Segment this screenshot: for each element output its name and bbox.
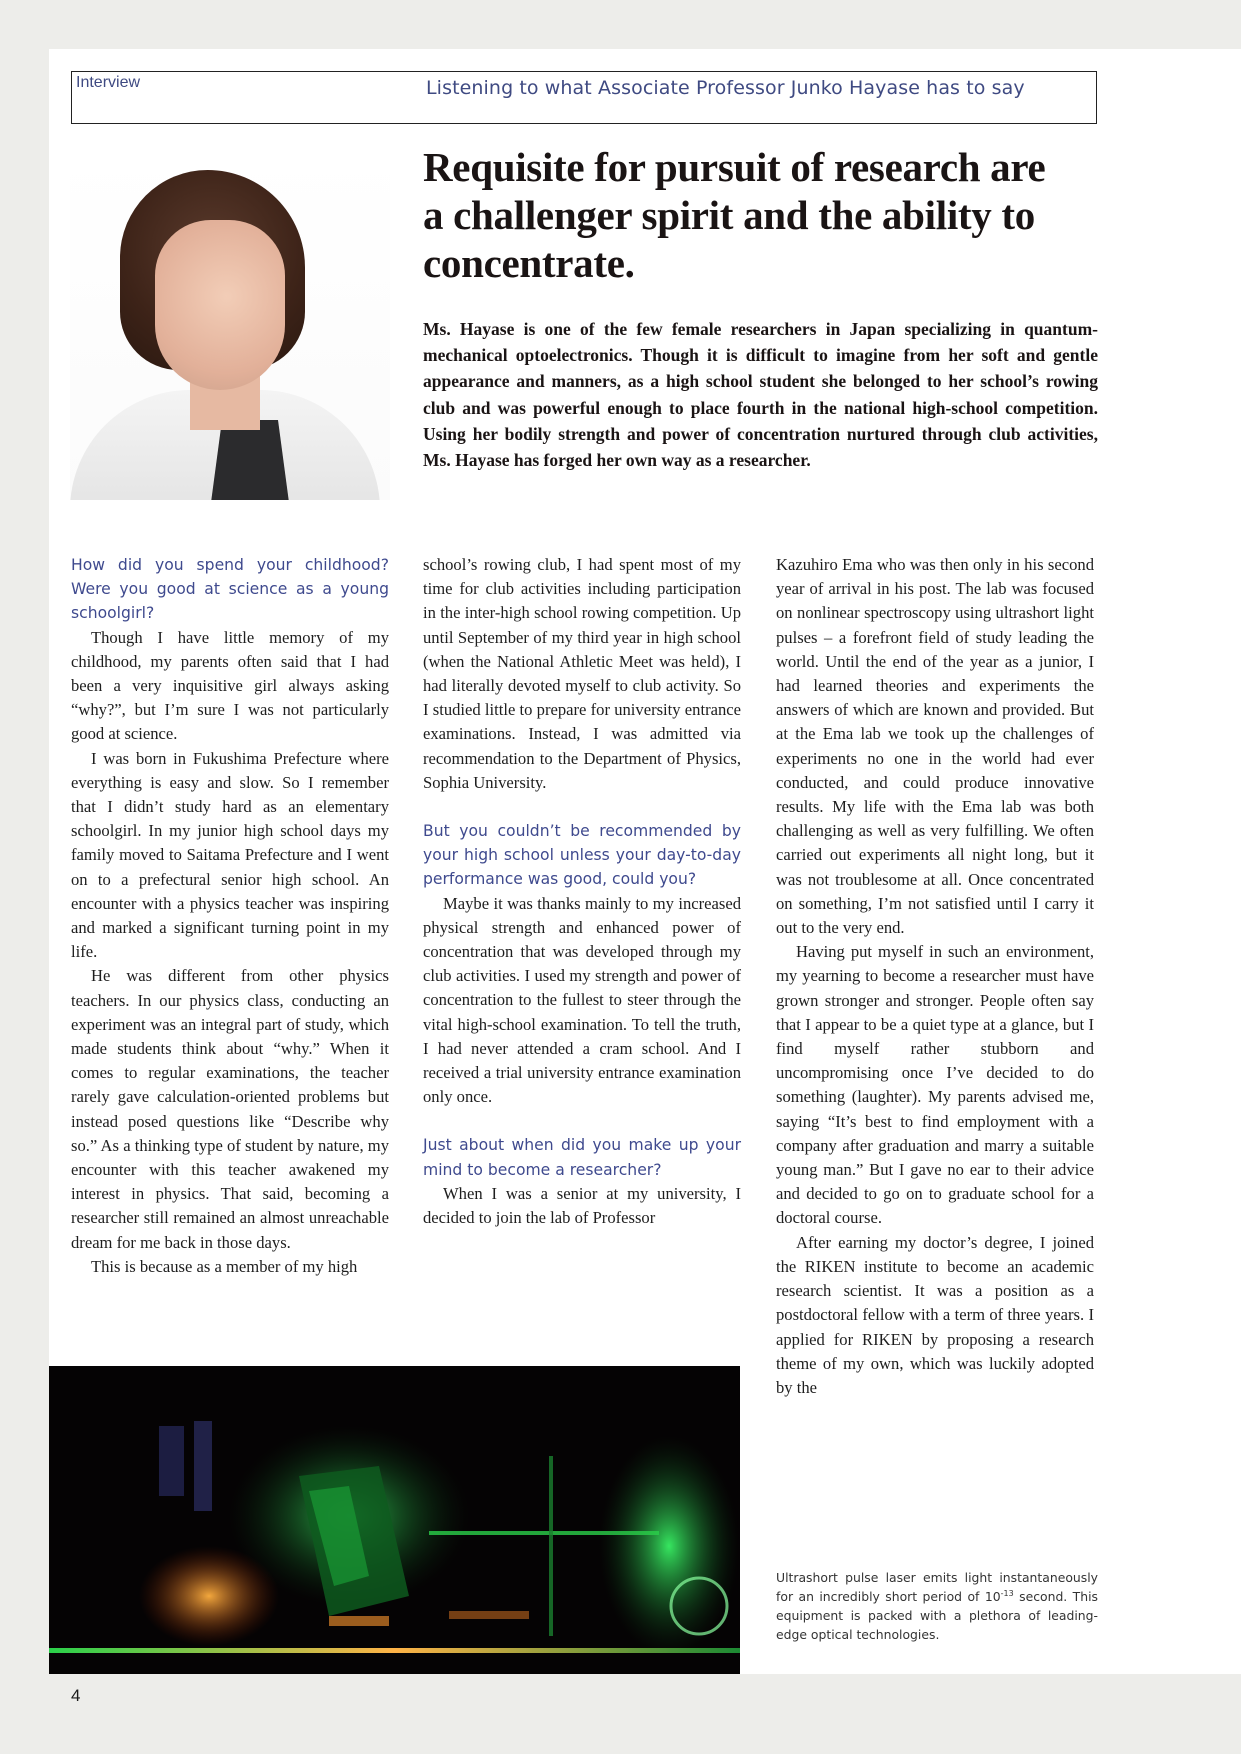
lede-paragraph: Ms. Hayase is one of the few female researchers in Japan specializing in quantum-mechanical optoelectronics. Though it is difficult to imagine from her soft and gentle appearance and manners, as a high school student she belonged to her school’s rowing club and was powerful enough to place fourth in the national high-school competition. Using her bodily strength and power of concentration nurtured through club activities, Ms. Hayase has forged her own way as a researcher. <box>423 319 1098 471</box>
answer-paragraph: This is because as a member of my high <box>91 1256 358 1276</box>
caption-text-end: second. This equipment is packed with a plethora of leading-edge optical technologies. <box>776 1589 1099 1642</box>
portrait-face <box>155 220 285 390</box>
answer-paragraph: Maybe it was thanks mainly to my increased physical strength and enhanced power of concentration that was developed through my club activities. I used my strength and power of concentration to the fullest to steer through the vital high-school examination. To tell the truth, I had never attended a cram school. And I received a trial university entrance examination only once. <box>423 893 741 1107</box>
photo-caption <box>776 1568 1098 1644</box>
caption-text-start: Ultrashort pulse laser emits light instantaneously for an incredibly short period of 10 <box>776 1570 1098 1604</box>
interview-question: Just about when did you make up your mind to become a researcher? <box>423 1136 741 1179</box>
answer-paragraph: He was different from other physics teachers. In our physics class, conducting an experiment was an integral part of study, which made students think about “why.” When it comes to regular examinations, the teacher rarely gave calculation-oriented problems but instead posed questions like “Describe why so.” As a thinking type of student by nature, my encounter with this teacher awakened my interest in physics. That said, becoming a researcher still remained an almost unreachable dream for me back in those days. <box>71 966 389 1252</box>
caption-exponent: -13 <box>1000 1588 1014 1598</box>
answer-paragraph: I was born in Fukushima Prefecture where everything is easy and slow. So I remember that I didn’t study hard as an elementary schoolgirl. In my junior high school days my family moved to Saitama Prefecture and I went on to a prefectural senior high school. An encounter with a physics teacher was inspiring and marked a significant turning point in my life. <box>71 748 389 962</box>
laser-photo-illustration <box>49 1366 740 1674</box>
header-title: Listening to what Associate Professor Junko Hayase has to say <box>426 77 1025 99</box>
answer-paragraph: school’s rowing club, I had spent most of my time for club activities including participation in the inter-high school rowing competition. Up until September of my third year in high school (when the National Athletic Meet was held), I had literally devoted myself to club activity. So I studied little to prepare for university entrance examinations. Instead, I was admitted via recommendation to the Department of Physics, Sophia University. <box>423 555 741 792</box>
header-box <box>71 71 1097 124</box>
answer-paragraph: After earning my doctor’s degree, I joined the RIKEN institute to become an academic research scientist. It was a position as a postdoctoral fellow with a term of three years. I applied for RIKEN by proposing a research theme of my own, which was luckily adopted by the <box>776 1232 1094 1397</box>
answer-paragraph: When I was a senior at my university, I decided to join the lab of Professor <box>423 1183 741 1228</box>
spacer <box>423 1109 741 1133</box>
page-number: 4 <box>71 1686 81 1705</box>
portrait-photo <box>70 150 390 500</box>
portrait-shirt <box>210 420 290 500</box>
headline: Requisite for pursuit of research are a challenger spirit and the ability to concentrate. <box>423 144 1046 286</box>
column-2 <box>423 553 741 1230</box>
interview-question: But you couldn’t be recommended by your high school unless your day-to-day performance was good, could you? <box>423 822 741 889</box>
laser-equipment-photo <box>49 1366 740 1674</box>
column-3 <box>776 553 1094 1400</box>
spacer <box>423 795 741 819</box>
interview-question: How did you spend your childhood? Were you good at science as a young schoolgirl? <box>71 556 389 623</box>
answer-paragraph: Kazuhiro Ema who was then only in his second year of arrival in his post. The lab was focused on nonlinear spectroscopy using ultrashort light pulses – a forefront field of study leading the world. Until the end of the year as a junior, I had learned theories and experiments the answers of which are known and provided. But at the Ema lab we took up the challenges of experiments no one in the world had ever conducted, and could produce innovative results. My life with the Ema lab was both challenging as well as very fulfilling. We often carried out experiments all night long, but it was not troublesome at all. Once concentrated on something, I’m not satisfied until I carry it out to the very end. <box>776 555 1094 938</box>
section-label: Interview <box>76 74 141 91</box>
answer-paragraph: Having put myself in such an environment, my yearning to become a researcher must have grown stronger and stronger. People often say that I appear to be a quiet type at a glance, but I find myself rather stubborn and uncompromising once I’ve decided to do something (laughter). My parents advised me, saying “It’s best to find employment with a company after graduation and marry a suitable young man.” But I gave no ear to their advice and decided to go on to graduate school for a doctoral course. <box>776 942 1094 1228</box>
answer-paragraph: Though I have little memory of my childhood, my parents often said that I had been a very inquisitive girl always asking “why?”, but I’m sure I was not particularly good at science. <box>71 627 389 744</box>
column-1 <box>71 553 389 1279</box>
